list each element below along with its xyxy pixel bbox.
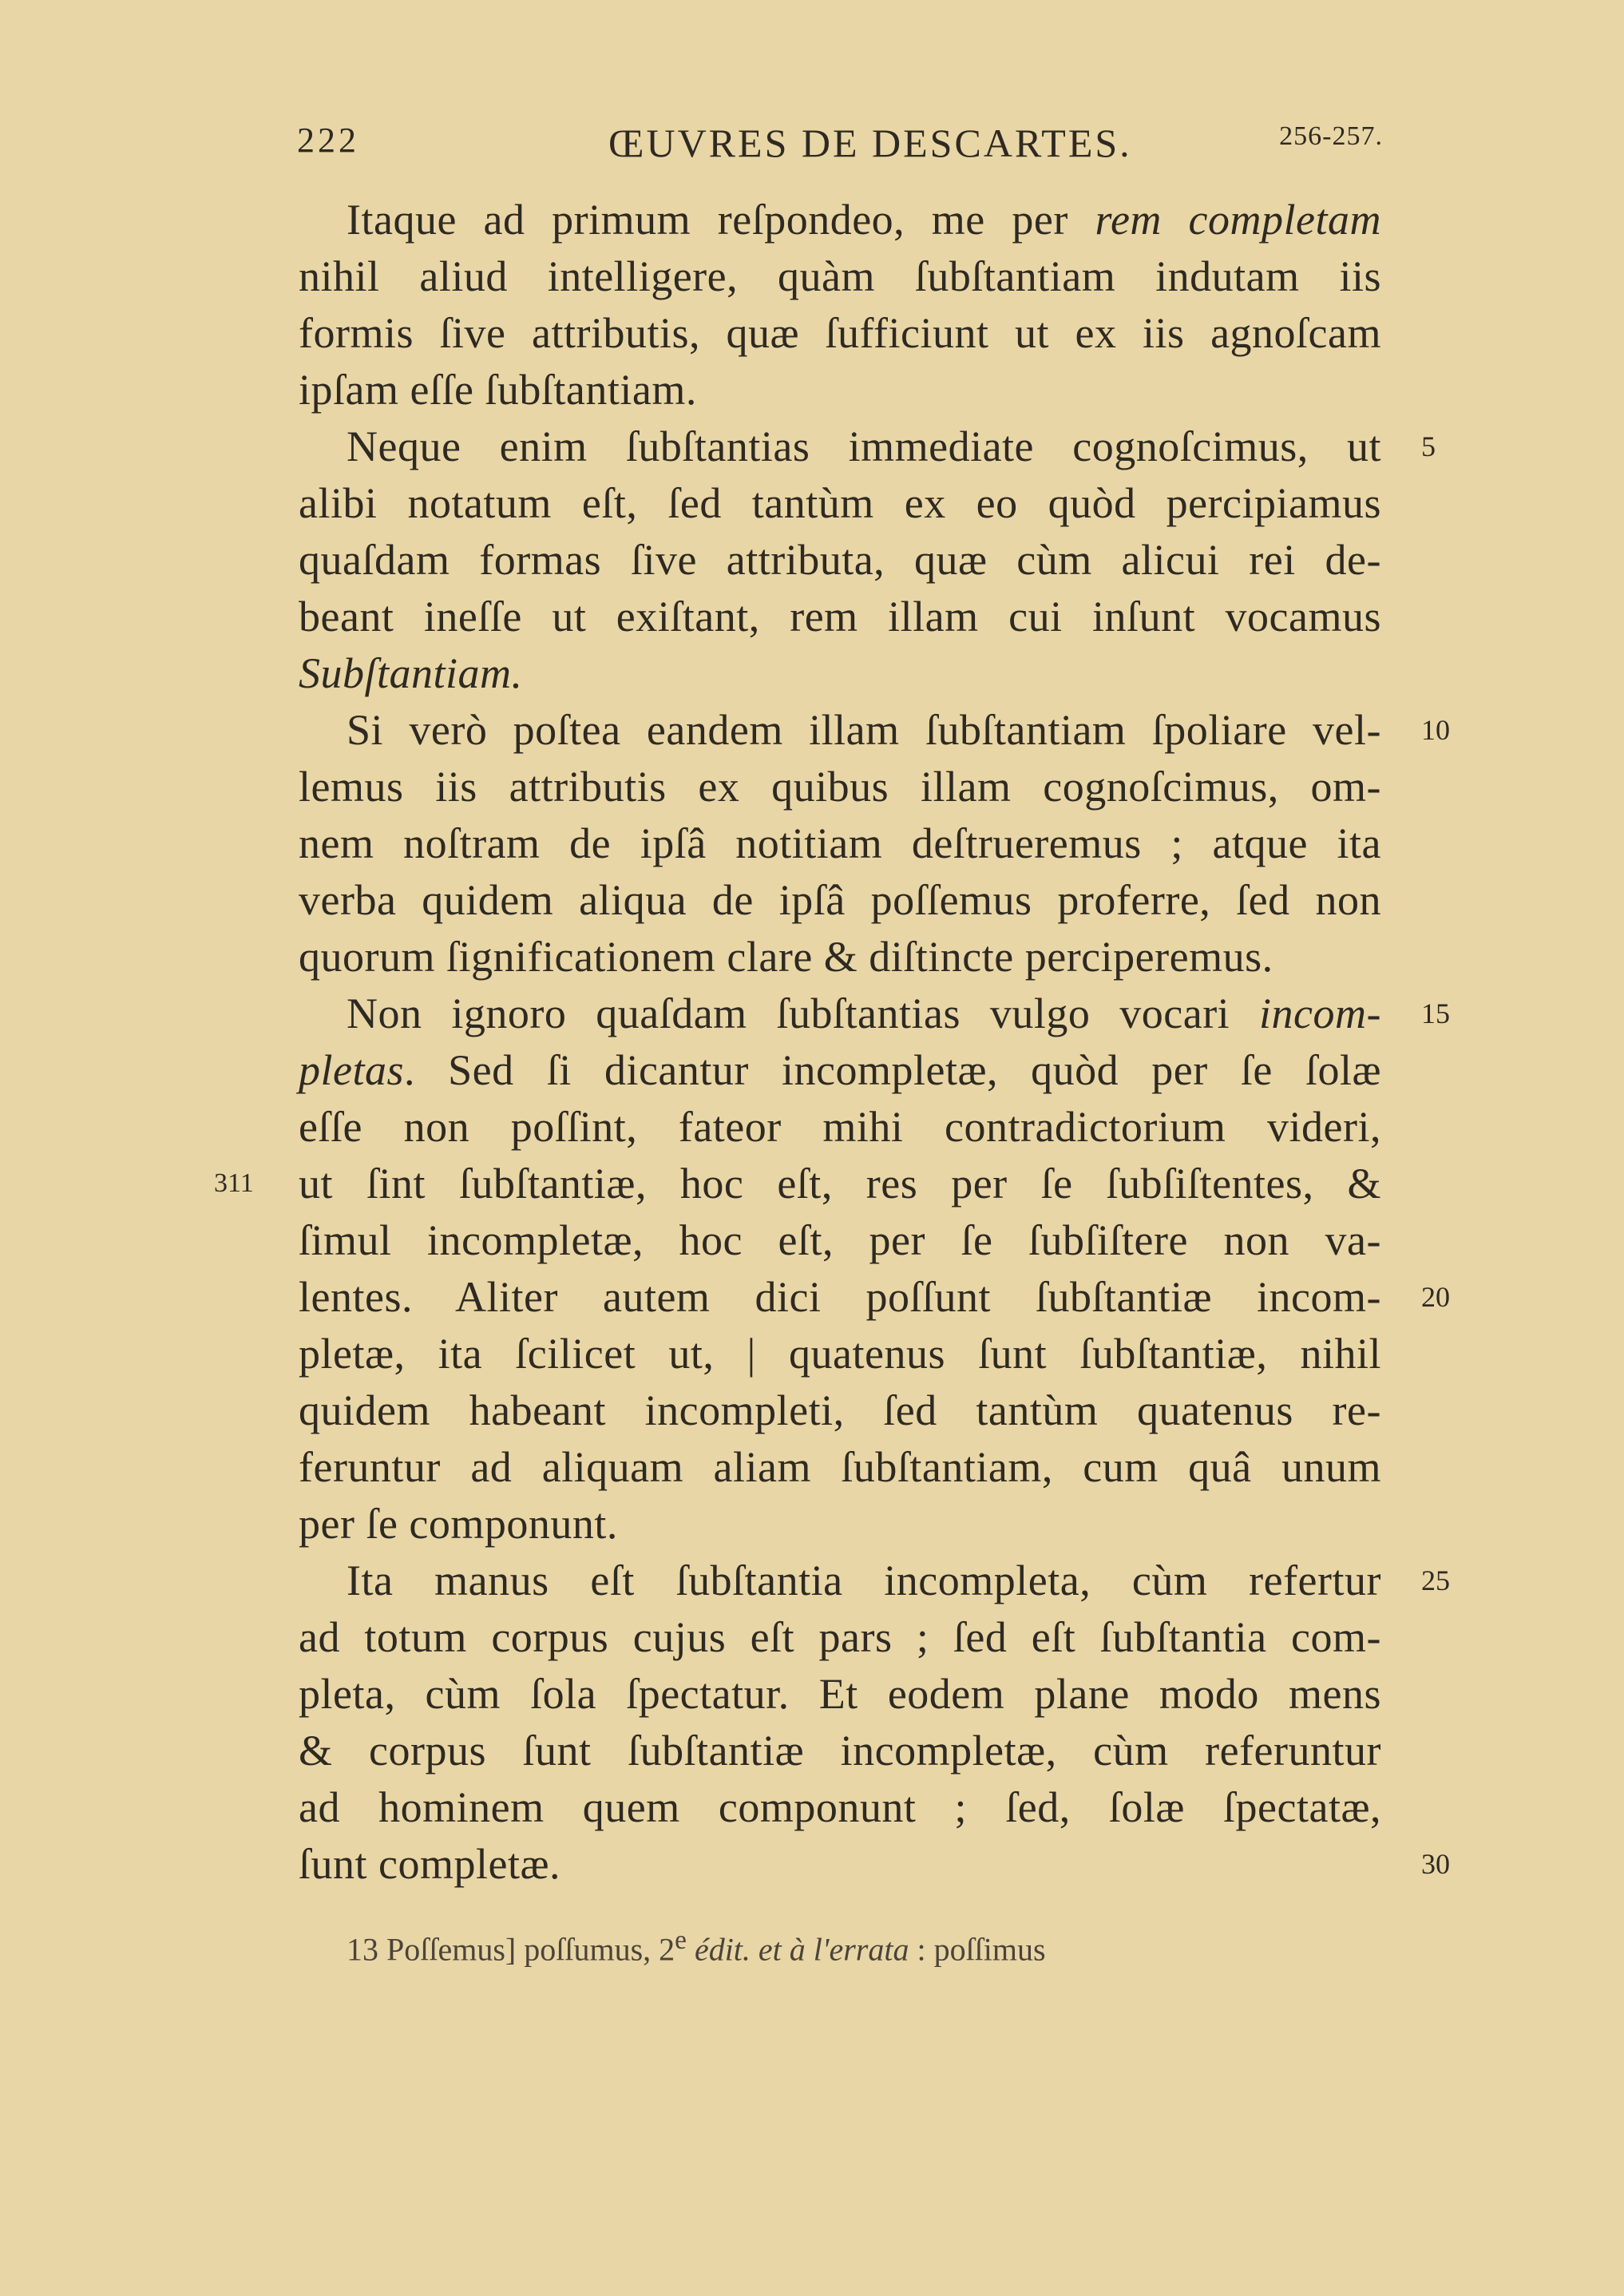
line-number: 15 [1421,997,1450,1029]
text-line: Itaque ad primum reſpondeo, me per rem completam [347,196,1381,244]
text-line: ſimul incompletæ, hoc eſt, per ſe ſubſiſtere non va- [299,1216,1381,1264]
text-line: verba quidem aliqua de ipſâ poſſemus proferre, ſed non [299,876,1381,924]
text-line: ad totum corpus cujus eſt pars ; ſed eſt ſubſtantia com- [299,1613,1381,1661]
footnote: 13 Poſſemus] poſſumus, 2e édit. et à l'errata : poſſimus [347,1925,1046,1968]
page-range: 256-257. [1279,121,1383,151]
text-line: nem noſtram de ipſâ notitiam deſtrueremus ; atque ita [299,819,1381,867]
text-line: lemus iis attributis ex quibus illam cognoſcimus, om- [299,763,1381,811]
line-number: 5 [1421,430,1436,462]
text-line: formis ſive attributis, quæ ſufficiunt ut ex iis agnoſcam [299,309,1381,357]
text-line: quaſdam formas ſive attributa, quæ cùm alicui rei de- [299,536,1381,584]
line-number: 20 [1421,1281,1450,1313]
text-line: quidem habeant incompleti, ſed tantùm quatenus re- [299,1386,1381,1434]
text-line: ſunt completæ. [299,1840,560,1888]
text-line: eſſe non poſſint, fateor mihi contradictorium videri, [299,1103,1381,1151]
text-line: per ſe componunt. [299,1500,618,1548]
text-line: Si verò poſtea eandem illam ſubſtantiam ſpoliare vel- [347,706,1381,754]
text-line: pleta, cùm ſola ſpectatur. Et eodem plane modo mens [299,1670,1381,1718]
text-line: feruntur ad aliquam aliam ſubſtantiam, cum quâ unum [299,1443,1381,1491]
text-line: Subſtantiam. [299,649,523,697]
running-title: ŒUVRES DE DESCARTES. [608,121,1132,165]
text-line: pletas. Sed ſi dicantur incompletæ, quòd per ſe ſolæ [299,1046,1381,1094]
text-line: Neque enim ſubſtantias immediate cognoſcimus, ut [347,422,1381,470]
text-line: quorum ſignificationem clare & diſtincte perciperemus. [299,933,1273,981]
text-line: Non ignoro quaſdam ſubſtantias vulgo vocari incom- [347,989,1381,1037]
page-number: 222 [297,121,359,160]
text-line: ad hominem quem componunt ; ſed, ſolæ ſpectatæ, [299,1783,1381,1831]
text-line: ipſam eſſe ſubſtantiam. [299,366,697,414]
line-number: 25 [1421,1564,1450,1596]
text-line: pletæ, ita ſcilicet ut, | quatenus ſunt ſubſtantiæ, nihil [299,1330,1381,1378]
text-line: alibi notatum eſt, ſed tantùm ex eo quòd percipiamus [299,479,1381,527]
page-header [297,120,1383,168]
edition-page-ref: 311 [214,1168,254,1198]
text-line: beant ineſſe ut exiſtant, rem illam cui inſunt vocamus [299,593,1381,640]
text-line: nihil aliud intelligere, quàm ſubſtantiam indutam iis [299,252,1381,300]
text-line: & corpus ſunt ſubſtantiæ incompletæ, cùm referuntur [299,1727,1381,1775]
line-number: 30 [1421,1848,1450,1880]
text-line: lentes. Aliter autem dici poſſunt ſubſtantiæ incom- [299,1273,1381,1321]
text-line: Ita manus eſt ſubſtantia incompleta, cùm refertur [347,1556,1381,1604]
line-number: 10 [1421,714,1450,746]
text-line: ut ſint ſubſtantiæ, hoc eſt, res per ſe ſubſiſtentes, & [299,1160,1381,1207]
